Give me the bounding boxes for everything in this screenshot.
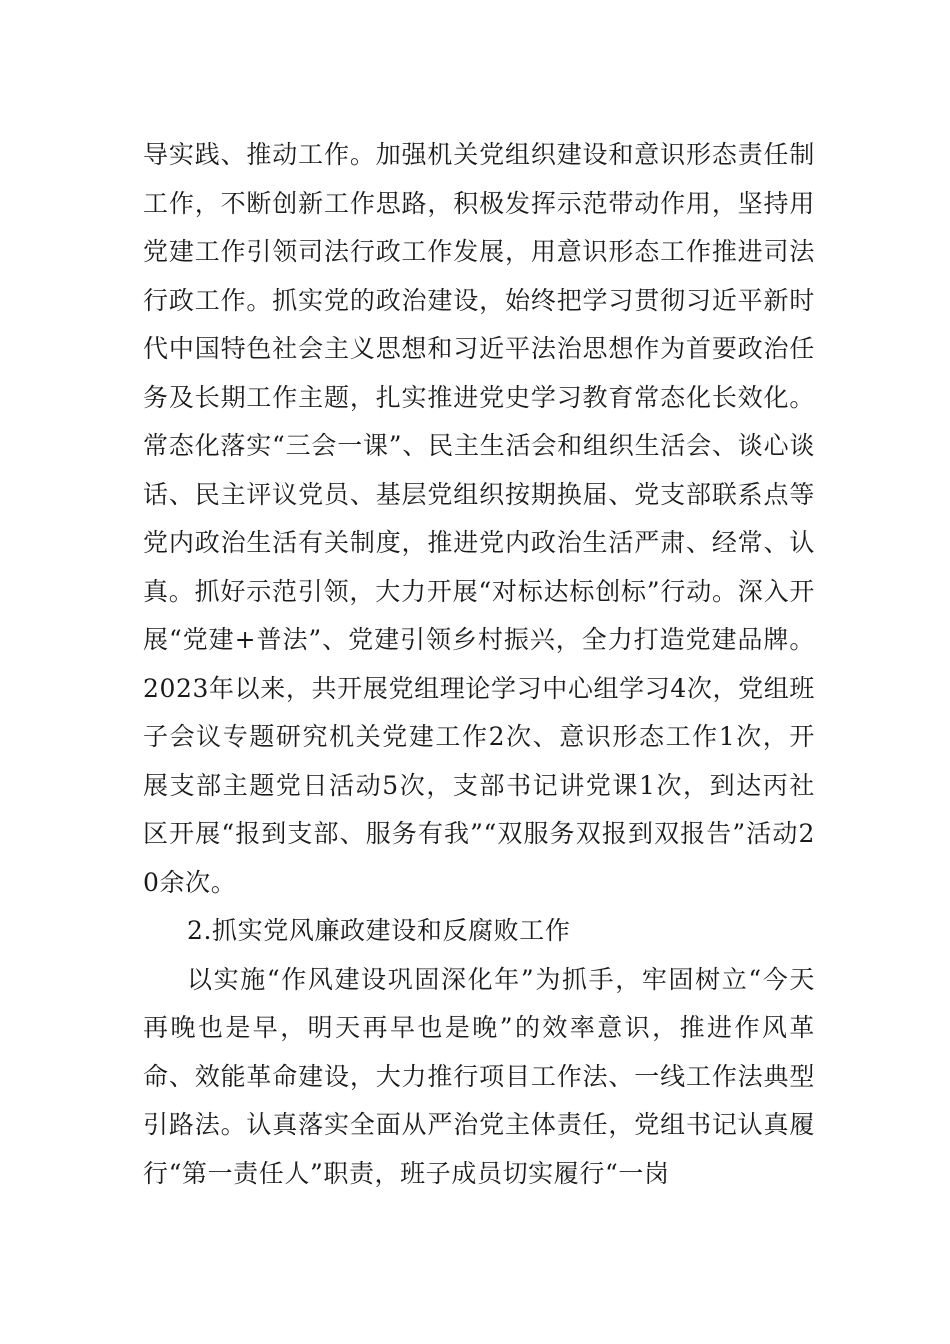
document-body [143,131,815,1198]
section-heading-anti-corruption: 2.抓实党风廉政建设和反腐败工作 [187,916,571,945]
body-paragraph-party-building: 导实践、推动工作。加强机关党组织建设和意识形态责任制工作，不断创新工作思路，积极发挥示范带动作用，坚持用党建工作引领司法行政工作发展，用意识形态工作推进司法行政工作。抓实党的政治建设，始终把学习贯彻习近平新时代中国特色社会主义思想和习近平法治思想作为首要政治任务及长期工作主题，扎实推进党史学习教育常态化长效化。常态化落实“三会一课”、民主生活会和组织生活会、谈心谈话、民主评议党员、基层党组织按期换届、党支部联系点等党内政治生活有关制度，推进党内政治生活严肃、经常、认真。抓好示范引领，大力开展“对标达标创标”行动。深入开展“党建+普法”、党建引领乡村振兴，全力打造党建品牌。2023年以来，共开展党组理论学习中心组学习4次，党组班子会议专题研究机关党建工作2次、意识形态工作1次，开展支部主题党日活动5次，支部书记讲党课1次，到达丙社区开展“报到支部、服务有我”“双服务双报到双报告”活动20余次。 [143,140,815,897]
body-paragraph-work-style: 以实施“作风建设巩固深化年”为抓手，牢固树立“今天再晚也是早，明天再早也是晚”的效率意识，推进作风革命、效能革命建设，大力推行项目工作法、一线工作法典型引路法。认真落实全面从严治党主体责任，党组书记认真履行“第一责任人”职责，班子成员切实履行“一岗 [143,964,815,1188]
